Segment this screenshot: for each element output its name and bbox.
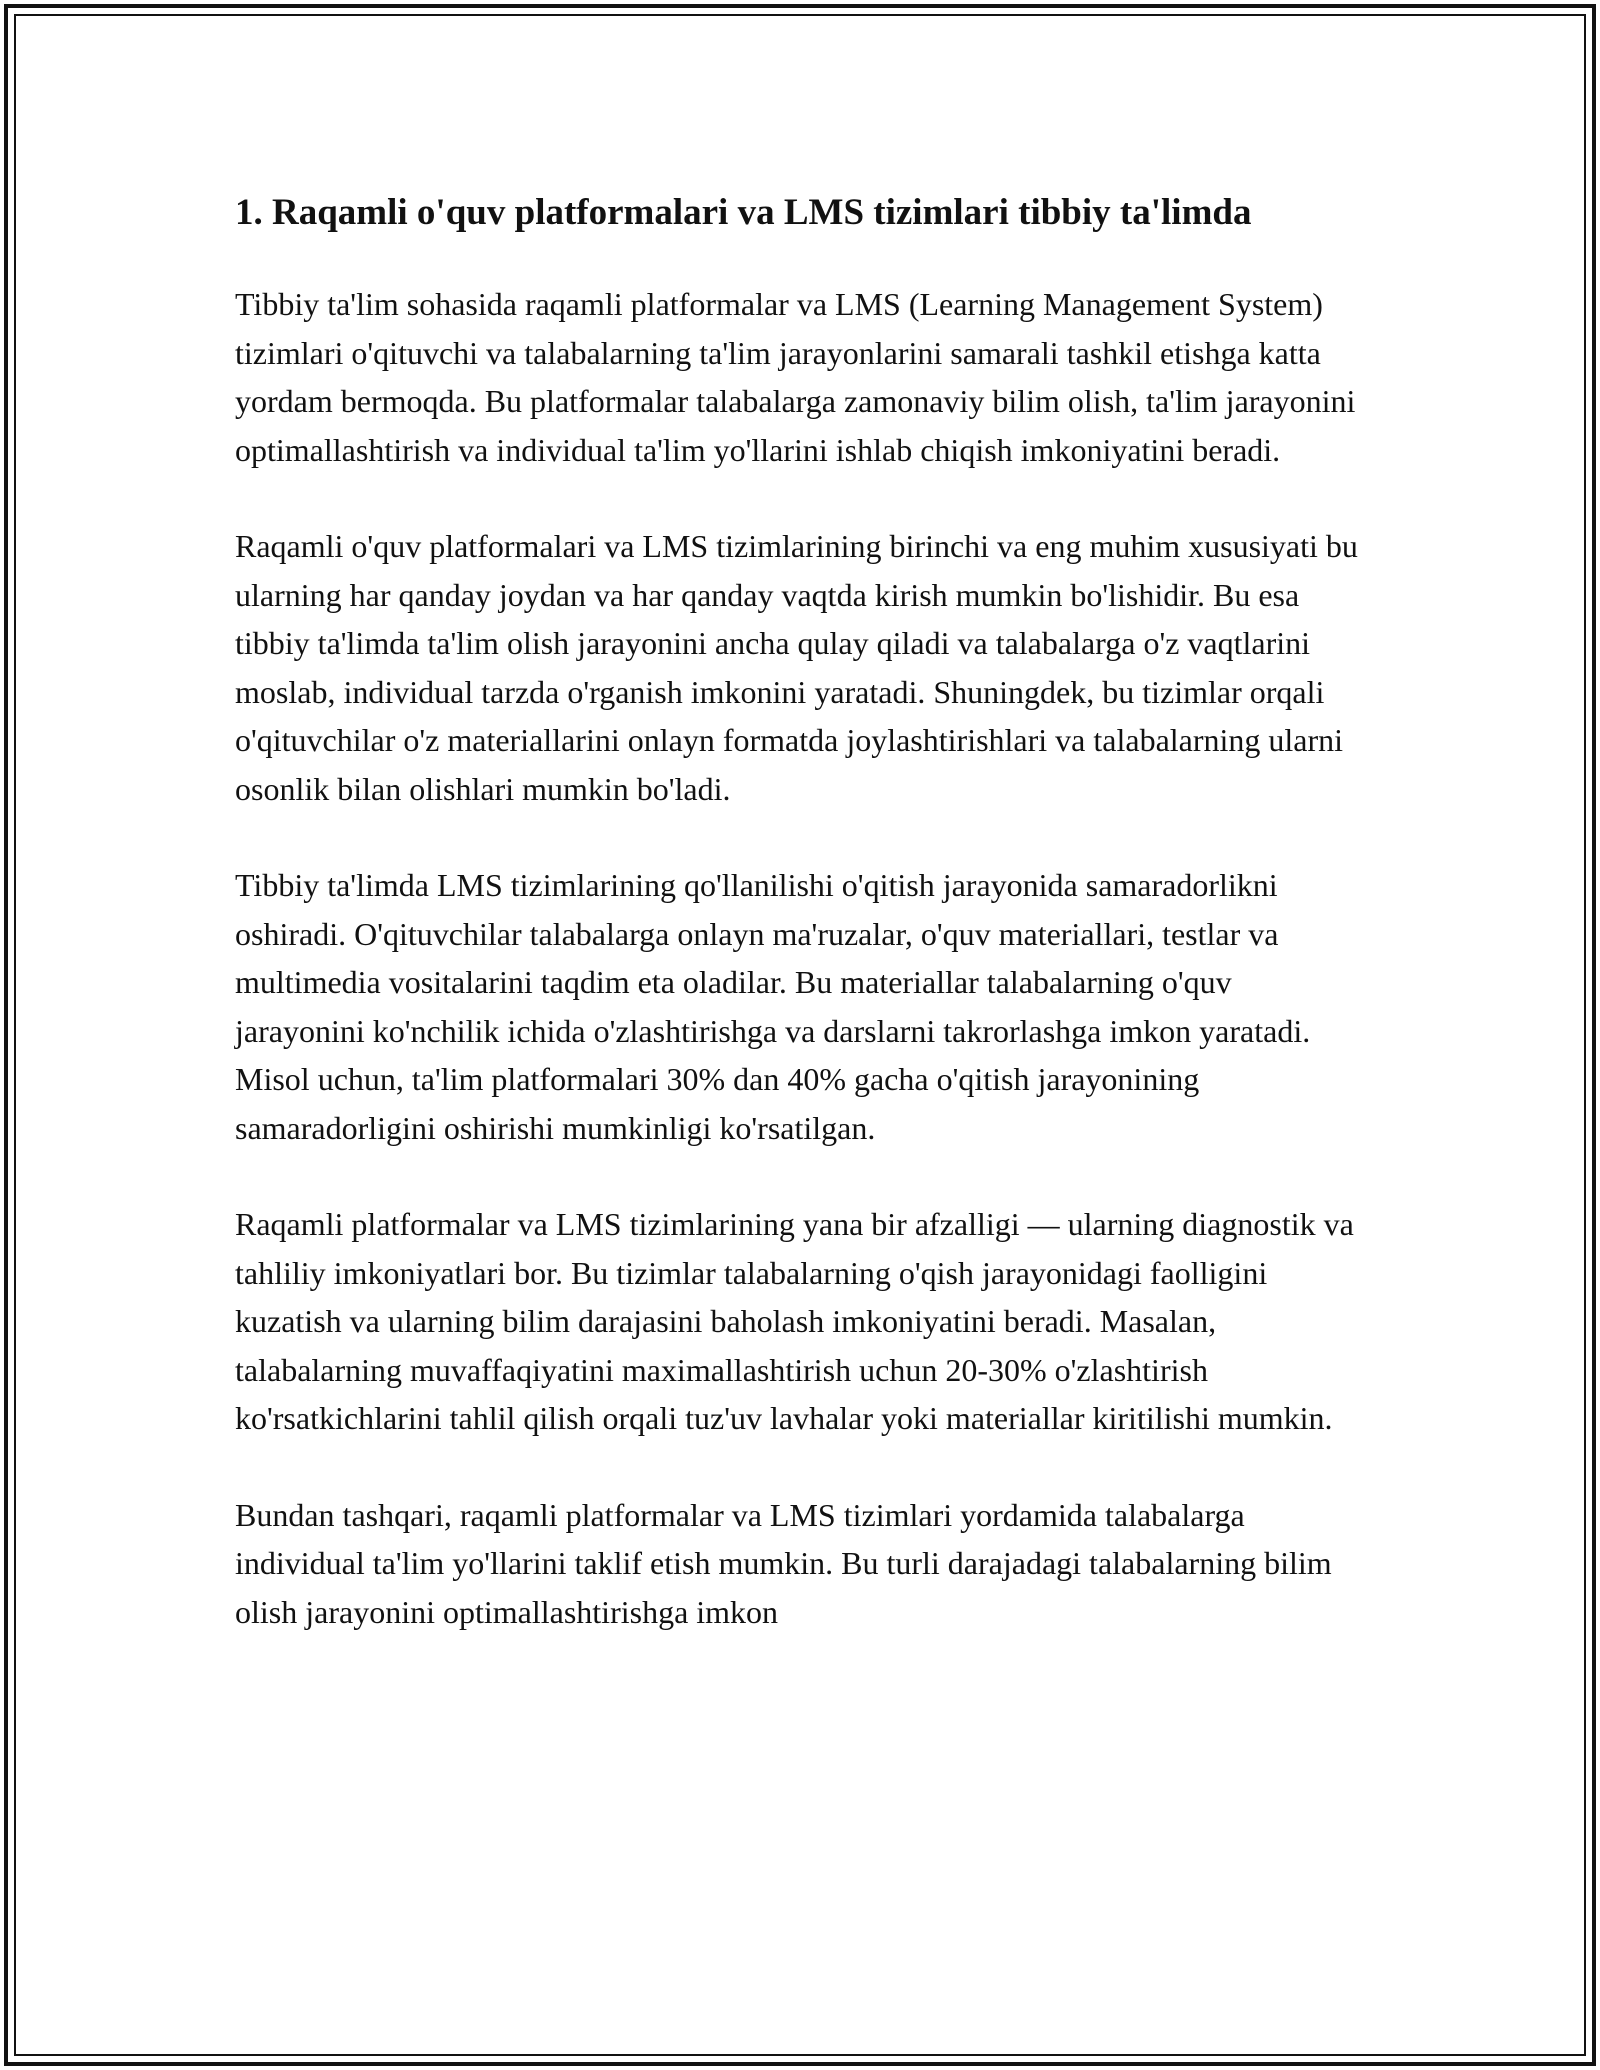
section-heading: 1. Raqamli o'quv platformalari va LMS tizimlari tibbiy ta'limda [235, 192, 1252, 233]
document-body [235, 186, 1365, 1684]
paragraph-1: Tibbiy ta'lim sohasida raqamli platformalar va LMS (Learning Management System) tizimlari o'qituvchi va talabalarning ta'lim jarayonlarini samarali tashkil etishga katta yordam bermoqda. Bu platformalar talabalarga zamonaviy bilim olish, ta'lim jarayonini optimallashtirish va individual ta'lim yo'llarini ishlab chiqish imkoniyatini beradi. [235, 286, 1356, 468]
paragraph-5: Bundan tashqari, raqamli platformalar va LMS tizimlari yordamida talabalarga individual ta'lim yo'llarini taklif etish mumkin. Bu turli darajadagi talabalarning bilim olish jarayonini optimallashtirishga imkon [235, 1496, 1332, 1630]
paragraph-2: Raqamli o'quv platformalari va LMS tizimlarining birinchi va eng muhim xususiyati bu ularning har qanday joydan va har qanday vaqtda kirish mumkin bo'lishidir. Bu esa tibbiy ta'limda ta'lim olish jarayonini ancha qulay qiladi va talabalarga o'z vaqtlarini moslab, individual tarzda o'rganish imkonini yaratadi. Shuningdek, bu tizimlar orqali o'qituvchilar o'z materiallarini onlayn formatda joylashtirishlari va talabalarning ularni osonlik bilan olishlari mumkin bo'ladi. [235, 528, 1358, 807]
paragraph-4: Raqamli platformalar va LMS tizimlarining yana bir afzalligi — ularning diagnostik va tahliliy imkoniyatlari bor. Bu tizimlar talabalarning o'qish jarayonidagi faolligini kuzatish va ularning bilim darajasini baholash imkoniyatini beradi. Masalan, talabalarning muvaffaqiyatini maximallashtirish uchun 20-30% o'zlashtirish ko'rsatkichlarini tahlil qilish orqali tuz'uv lavhalar yoki materiallar kiritilishi mumkin. [235, 1206, 1354, 1436]
paragraph-3: Tibbiy ta'limda LMS tizimlarining qo'llanilishi o'qitish jarayonida samaradorlikni oshiradi. O'qituvchilar talabalarga onlayn ma'ruzalar, o'quv materiallari, testlar va multimedia vositalarini taqdim eta oladilar. Bu materiallar talabalarning o'quv jarayonini ko'nchilik ichida o'zlashtirishga va darslarni takrorlashga imkon yaratadi. Misol uchun, ta'lim platformalari 30% dan 40% gacha o'qitish jarayonining samaradorligini oshirishi mumkinligi ko'rsatilgan. [235, 867, 1311, 1146]
